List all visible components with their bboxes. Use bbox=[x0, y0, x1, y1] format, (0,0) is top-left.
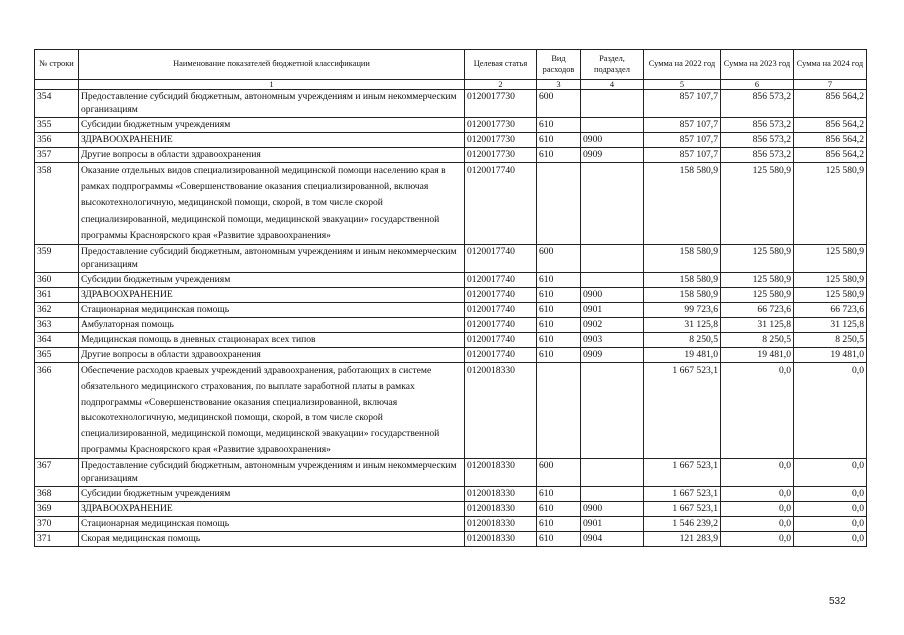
section-code: 0900 bbox=[581, 288, 644, 303]
target-article: 0120018330 bbox=[465, 501, 537, 516]
table-row bbox=[35, 333, 867, 348]
sum-2022: 1 667 523,1 bbox=[644, 486, 721, 501]
sum-2022: 8 250,5 bbox=[644, 333, 721, 348]
table-row bbox=[35, 363, 867, 459]
row-number: 363 bbox=[35, 318, 79, 333]
header-target-article: Целевая статья bbox=[465, 50, 537, 80]
table-body bbox=[35, 90, 867, 547]
expense-type: 610 bbox=[537, 273, 581, 288]
row-number: 370 bbox=[35, 516, 79, 531]
header-sum-2022: Сумма на 2022 год bbox=[644, 50, 721, 80]
expense-type: 610 bbox=[537, 133, 581, 148]
section-code: 0902 bbox=[581, 318, 644, 333]
column-number: 5 bbox=[644, 80, 721, 90]
sum-2023: 125 580,9 bbox=[721, 273, 794, 288]
column-numbers-row bbox=[35, 80, 867, 90]
sum-2024: 66 723,6 bbox=[794, 303, 867, 318]
table-row bbox=[35, 148, 867, 163]
expense-type: 610 bbox=[537, 148, 581, 163]
section-code bbox=[581, 273, 644, 288]
row-number: 367 bbox=[35, 458, 79, 486]
table-row bbox=[35, 303, 867, 318]
table-row bbox=[35, 348, 867, 363]
table-row bbox=[35, 531, 867, 546]
indicator-name: Обеспечение расходов краевых учреждений здравоохранения, работающих в системе обязательного медицинского страхования, по выплате заработной платы в рамках подпрограммы «Совершенствование оказания специализированной, включая высокотехнологичную, медицинской помощи, скорой, в том числе скорой специализированной, медицинской помощи, медицинской эвакуации» государственной программы Красноярского края «Развитие здравоохранения» bbox=[79, 363, 465, 459]
sum-2023: 31 125,8 bbox=[721, 318, 794, 333]
sum-2023: 66 723,6 bbox=[721, 303, 794, 318]
table-row bbox=[35, 133, 867, 148]
target-article: 0120018330 bbox=[465, 458, 537, 486]
indicator-name: Другие вопросы в области здравоохранения bbox=[79, 148, 465, 163]
sum-2022: 857 107,7 bbox=[644, 133, 721, 148]
header-sum-2023: Сумма на 2023 год bbox=[721, 50, 794, 80]
target-article: 0120017730 bbox=[465, 90, 537, 118]
column-number: 4 bbox=[581, 80, 644, 90]
section-code: 0901 bbox=[581, 516, 644, 531]
sum-2023: 856 573,2 bbox=[721, 133, 794, 148]
sum-2024: 125 580,9 bbox=[794, 245, 867, 273]
header-row bbox=[35, 50, 867, 80]
section-code: 0903 bbox=[581, 333, 644, 348]
table-row bbox=[35, 245, 867, 273]
sum-2024: 31 125,8 bbox=[794, 318, 867, 333]
sum-2022: 158 580,9 bbox=[644, 288, 721, 303]
expense-type: 610 bbox=[537, 333, 581, 348]
section-code: 0900 bbox=[581, 133, 644, 148]
expense-type: 610 bbox=[537, 303, 581, 318]
section-code bbox=[581, 363, 644, 459]
section-code bbox=[581, 118, 644, 133]
indicator-name: ЗДРАВООХРАНЕНИЕ bbox=[79, 501, 465, 516]
expense-type bbox=[537, 163, 581, 245]
sum-2022: 31 125,8 bbox=[644, 318, 721, 333]
sum-2022: 1 546 239,2 bbox=[644, 516, 721, 531]
sum-2022: 1 667 523,1 bbox=[644, 363, 721, 459]
section-code: 0900 bbox=[581, 501, 644, 516]
section-code bbox=[581, 486, 644, 501]
sum-2023: 0,0 bbox=[721, 458, 794, 486]
section-code bbox=[581, 458, 644, 486]
row-number: 360 bbox=[35, 273, 79, 288]
sum-2024: 19 481,0 bbox=[794, 348, 867, 363]
header-sum-2024: Сумма на 2024 год bbox=[794, 50, 867, 80]
indicator-name: Медицинская помощь в дневных стационарах всех типов bbox=[79, 333, 465, 348]
table-row bbox=[35, 288, 867, 303]
sum-2022: 158 580,9 bbox=[644, 245, 721, 273]
row-number: 354 bbox=[35, 90, 79, 118]
sum-2023: 856 573,2 bbox=[721, 90, 794, 118]
expense-type: 610 bbox=[537, 288, 581, 303]
page-number: 532 bbox=[829, 596, 846, 607]
section-code bbox=[581, 90, 644, 118]
sum-2023: 125 580,9 bbox=[721, 163, 794, 245]
section-code: 0909 bbox=[581, 148, 644, 163]
target-article: 0120018330 bbox=[465, 363, 537, 459]
target-article: 0120017730 bbox=[465, 148, 537, 163]
sum-2024: 856 564,2 bbox=[794, 148, 867, 163]
row-number: 366 bbox=[35, 363, 79, 459]
indicator-name: Амбулаторная помощь bbox=[79, 318, 465, 333]
column-number: 3 bbox=[537, 80, 581, 90]
target-article: 0120017740 bbox=[465, 303, 537, 318]
indicator-name: Предоставление субсидий бюджетным, автономным учреждениям и иным некоммерческим организациям bbox=[79, 90, 465, 118]
target-article: 0120017730 bbox=[465, 118, 537, 133]
indicator-name: Стационарная медицинская помощь bbox=[79, 516, 465, 531]
expense-type: 610 bbox=[537, 516, 581, 531]
row-number: 369 bbox=[35, 501, 79, 516]
indicator-name: Другие вопросы в области здравоохранения bbox=[79, 348, 465, 363]
section-code: 0909 bbox=[581, 348, 644, 363]
header-indicator-name: Наименование показателей бюджетной классификации bbox=[79, 50, 465, 80]
target-article: 0120018330 bbox=[465, 531, 537, 546]
table-row bbox=[35, 273, 867, 288]
indicator-name: ЗДРАВООХРАНЕНИЕ bbox=[79, 288, 465, 303]
sum-2024: 856 564,2 bbox=[794, 118, 867, 133]
sum-2022: 158 580,9 bbox=[644, 163, 721, 245]
sum-2024: 0,0 bbox=[794, 516, 867, 531]
header-section: Раздел, подраздел bbox=[581, 50, 644, 80]
sum-2022: 158 580,9 bbox=[644, 273, 721, 288]
row-number: 371 bbox=[35, 531, 79, 546]
target-article: 0120017730 bbox=[465, 133, 537, 148]
sum-2024: 125 580,9 bbox=[794, 288, 867, 303]
indicator-name: Стационарная медицинская помощь bbox=[79, 303, 465, 318]
expense-type: 610 bbox=[537, 531, 581, 546]
row-number: 368 bbox=[35, 486, 79, 501]
row-number: 358 bbox=[35, 163, 79, 245]
table-row bbox=[35, 516, 867, 531]
row-number: 359 bbox=[35, 245, 79, 273]
sum-2024: 8 250,5 bbox=[794, 333, 867, 348]
sum-2023: 0,0 bbox=[721, 486, 794, 501]
row-number: 357 bbox=[35, 148, 79, 163]
sum-2023: 0,0 bbox=[721, 531, 794, 546]
expense-type: 600 bbox=[537, 245, 581, 273]
expense-type: 610 bbox=[537, 118, 581, 133]
table-row bbox=[35, 163, 867, 245]
expense-type: 600 bbox=[537, 90, 581, 118]
sum-2024: 125 580,9 bbox=[794, 273, 867, 288]
row-number: 365 bbox=[35, 348, 79, 363]
sum-2024: 0,0 bbox=[794, 486, 867, 501]
sum-2022: 99 723,6 bbox=[644, 303, 721, 318]
sum-2023: 125 580,9 bbox=[721, 245, 794, 273]
indicator-name: Оказание отдельных видов специализированной медицинской помощи населению края в рамках подпрограммы «Совершенствование оказания специализированной, включая высокотехнологичную, медицинской помощи, скорой, в том числе скорой специализированной, медицинской помощи, медицинской эвакуации» государственной программы Красноярского края «Развитие здравоохранения» bbox=[79, 163, 465, 245]
table-row bbox=[35, 458, 867, 486]
column-number: 6 bbox=[721, 80, 794, 90]
row-number: 355 bbox=[35, 118, 79, 133]
expense-type: 610 bbox=[537, 348, 581, 363]
expense-type: 600 bbox=[537, 458, 581, 486]
column-number: 2 bbox=[465, 80, 537, 90]
sum-2022: 1 667 523,1 bbox=[644, 501, 721, 516]
target-article: 0120018330 bbox=[465, 516, 537, 531]
section-code bbox=[581, 245, 644, 273]
table-row bbox=[35, 118, 867, 133]
expense-type bbox=[537, 363, 581, 459]
sum-2022: 857 107,7 bbox=[644, 118, 721, 133]
indicator-name: Субсидии бюджетным учреждениям bbox=[79, 486, 465, 501]
header-expense-type: Вид расходов bbox=[537, 50, 581, 80]
target-article: 0120017740 bbox=[465, 163, 537, 245]
table-row bbox=[35, 486, 867, 501]
indicator-name: Субсидии бюджетным учреждениям bbox=[79, 273, 465, 288]
indicator-name: Субсидии бюджетным учреждениям bbox=[79, 118, 465, 133]
sum-2022: 1 667 523,1 bbox=[644, 458, 721, 486]
row-number: 364 bbox=[35, 333, 79, 348]
sum-2023: 0,0 bbox=[721, 363, 794, 459]
sum-2023: 8 250,5 bbox=[721, 333, 794, 348]
sum-2024: 0,0 bbox=[794, 363, 867, 459]
column-number: 7 bbox=[794, 80, 867, 90]
indicator-name: Скорая медицинская помощь bbox=[79, 531, 465, 546]
sum-2022: 121 283,9 bbox=[644, 531, 721, 546]
target-article: 0120017740 bbox=[465, 333, 537, 348]
row-number: 356 bbox=[35, 133, 79, 148]
section-code bbox=[581, 163, 644, 245]
sum-2022: 19 481,0 bbox=[644, 348, 721, 363]
expense-type: 610 bbox=[537, 501, 581, 516]
table-row bbox=[35, 501, 867, 516]
section-code: 0901 bbox=[581, 303, 644, 318]
sum-2023: 856 573,2 bbox=[721, 148, 794, 163]
column-number: 1 bbox=[79, 80, 465, 90]
sum-2024: 125 580,9 bbox=[794, 163, 867, 245]
target-article: 0120017740 bbox=[465, 288, 537, 303]
sum-2024: 856 564,2 bbox=[794, 133, 867, 148]
row-number: 361 bbox=[35, 288, 79, 303]
indicator-name: Предоставление субсидий бюджетным, автономным учреждениям и иным некоммерческим организациям bbox=[79, 458, 465, 486]
table-row bbox=[35, 318, 867, 333]
row-number: 362 bbox=[35, 303, 79, 318]
sum-2024: 0,0 bbox=[794, 531, 867, 546]
column-number-blank bbox=[35, 80, 79, 90]
sum-2024: 0,0 bbox=[794, 458, 867, 486]
sum-2023: 125 580,9 bbox=[721, 288, 794, 303]
target-article: 0120017740 bbox=[465, 273, 537, 288]
sum-2023: 0,0 bbox=[721, 516, 794, 531]
header-row-number: № строки bbox=[35, 50, 79, 80]
target-article: 0120018330 bbox=[465, 486, 537, 501]
sum-2024: 0,0 bbox=[794, 501, 867, 516]
sum-2023: 856 573,2 bbox=[721, 118, 794, 133]
table-row bbox=[35, 90, 867, 118]
section-code: 0904 bbox=[581, 531, 644, 546]
expense-type: 610 bbox=[537, 486, 581, 501]
sum-2022: 857 107,7 bbox=[644, 90, 721, 118]
target-article: 0120017740 bbox=[465, 348, 537, 363]
sum-2023: 19 481,0 bbox=[721, 348, 794, 363]
budget-table bbox=[34, 49, 867, 547]
sum-2022: 857 107,7 bbox=[644, 148, 721, 163]
target-article: 0120017740 bbox=[465, 245, 537, 273]
indicator-name: Предоставление субсидий бюджетным, автономным учреждениям и иным некоммерческим организациям bbox=[79, 245, 465, 273]
expense-type: 610 bbox=[537, 318, 581, 333]
sum-2023: 0,0 bbox=[721, 501, 794, 516]
sum-2024: 856 564,2 bbox=[794, 90, 867, 118]
indicator-name: ЗДРАВООХРАНЕНИЕ bbox=[79, 133, 465, 148]
target-article: 0120017740 bbox=[465, 318, 537, 333]
